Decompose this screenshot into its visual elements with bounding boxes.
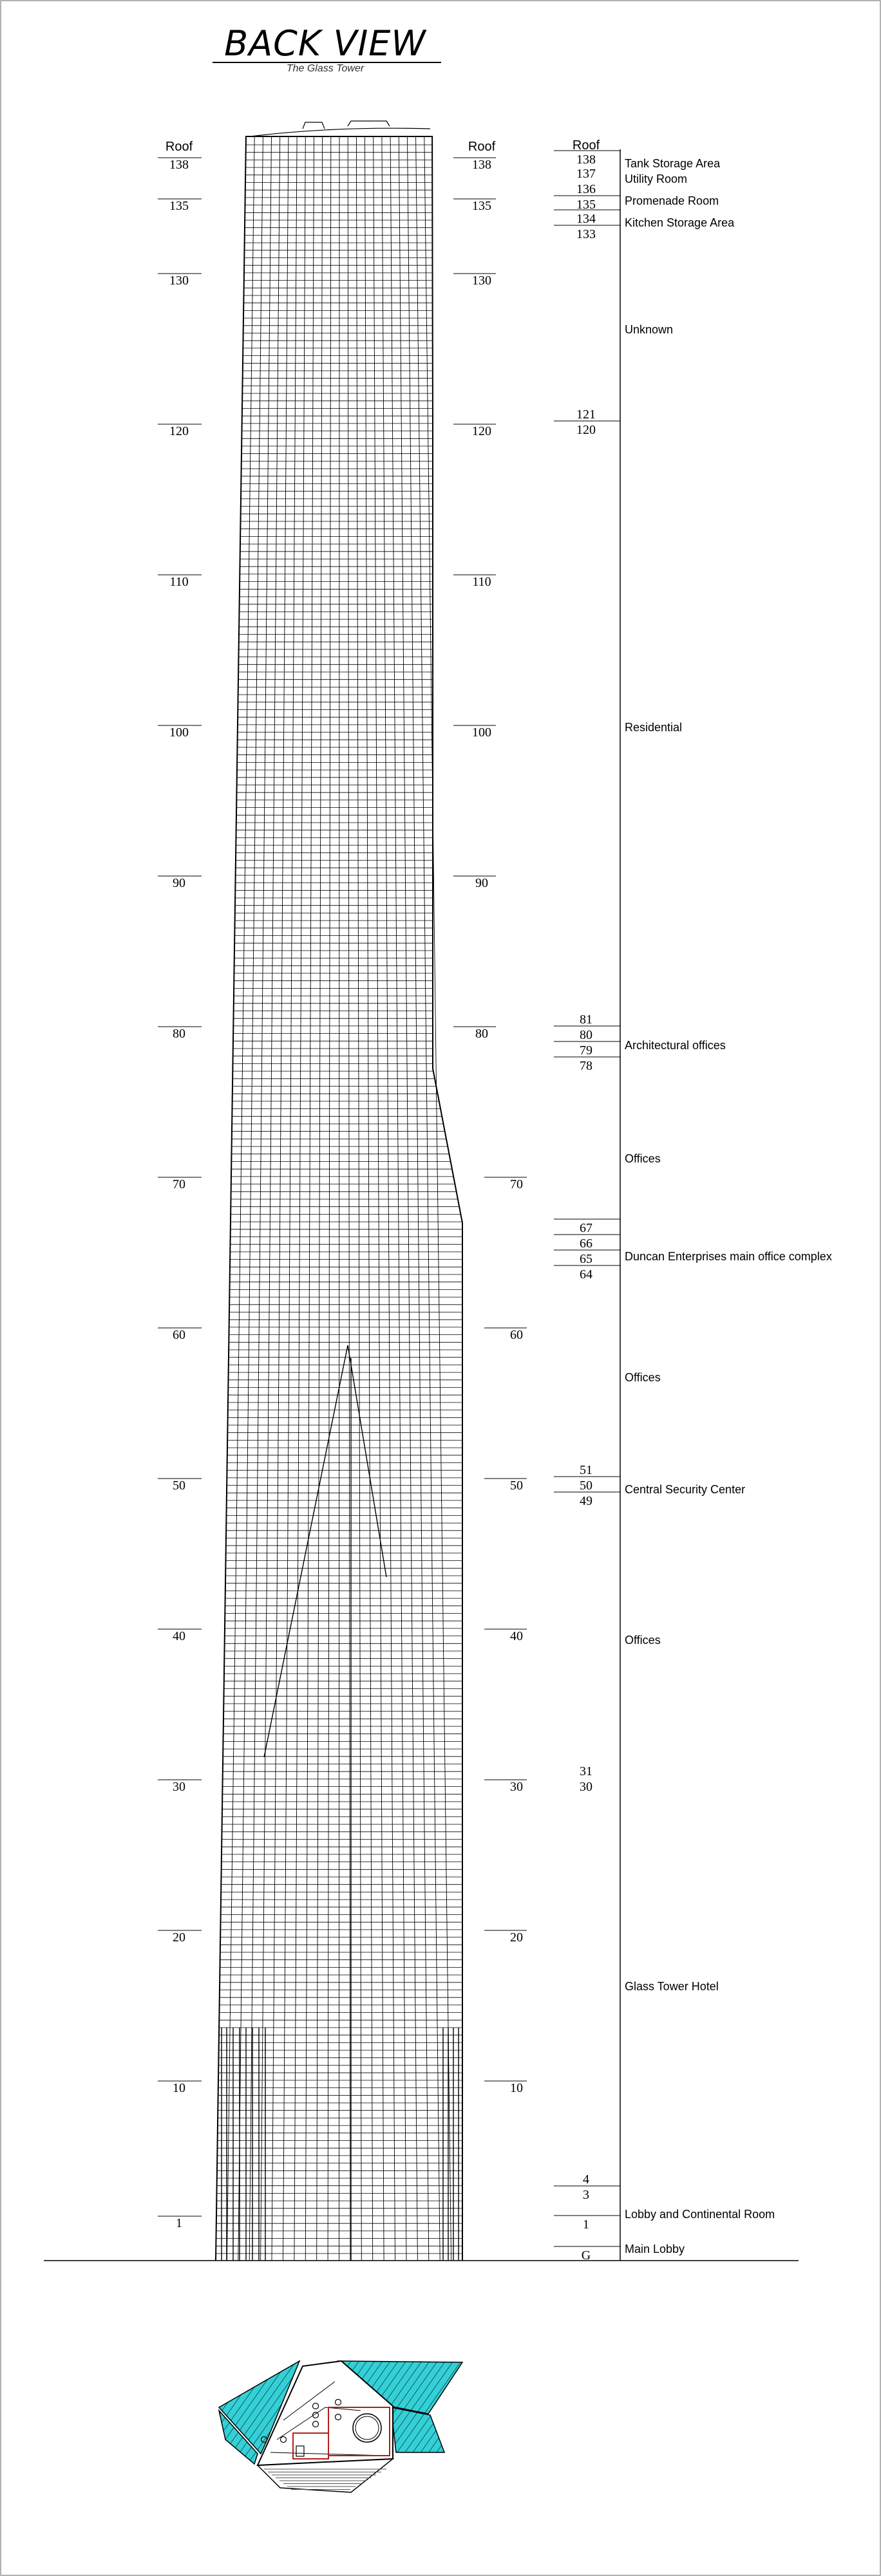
left-floor-label: 135 <box>169 199 189 213</box>
right-floor-label: 100 <box>472 725 491 740</box>
zone-label: Unknown <box>625 323 674 336</box>
floor-index-label: 135 <box>576 198 596 212</box>
zone-label: Glass Tower Hotel <box>625 1980 719 1993</box>
floor-index-label: 64 <box>580 1267 592 1282</box>
right-floor-label: 30 <box>510 1780 523 1794</box>
floor-index-label: 78 <box>580 1059 592 1073</box>
left-floor-label: 60 <box>173 1328 185 1342</box>
right-floor-label: 40 <box>510 1629 523 1643</box>
zone-label: Promenade Room <box>625 194 719 207</box>
right-floor-scale <box>453 140 527 2095</box>
floor-index-label: G <box>581 2248 591 2263</box>
floor-index-label: 121 <box>576 407 596 422</box>
right-floor-label: 130 <box>472 274 491 288</box>
left-floor-scale <box>158 140 202 2230</box>
floor-index-label: 1 <box>583 2217 589 2232</box>
floor-index-label: 67 <box>580 1221 592 1235</box>
floor-index-label: 137 <box>576 167 596 181</box>
floor-index-label: Roof <box>572 138 600 153</box>
left-floor-label: 20 <box>173 1930 185 1945</box>
floor-index-label: 79 <box>580 1043 592 1058</box>
floor-index-label: 133 <box>576 227 596 241</box>
zone-label: Duncan Enterprises main office complex <box>625 1250 832 1263</box>
floor-index-label: 120 <box>576 423 596 437</box>
diagonal-bracing <box>264 1345 386 2261</box>
floor-index-label: 136 <box>576 182 596 196</box>
tower-facade <box>216 121 462 2261</box>
zone-label: Kitchen Storage Area <box>625 216 735 229</box>
floor-index-label: 50 <box>580 1479 592 1493</box>
right-floor-label: Roof <box>468 140 496 154</box>
floor-index-label: 49 <box>580 1494 592 1508</box>
floor-index-label: 30 <box>580 1780 592 1794</box>
left-floor-label: 10 <box>173 2081 185 2095</box>
right-floor-label: 10 <box>510 2081 523 2095</box>
mullion-lines <box>227 136 451 2261</box>
base-columns <box>222 2028 459 2261</box>
drawing-subtitle: The Glass Tower <box>286 63 365 74</box>
right-floor-label: 138 <box>472 158 491 172</box>
roof-crown <box>250 121 430 136</box>
left-floor-label: 50 <box>173 1479 185 1493</box>
left-floor-label: 70 <box>173 1177 185 1191</box>
right-floor-label: 110 <box>472 575 491 589</box>
right-floor-label: 120 <box>472 424 491 438</box>
left-floor-label: 130 <box>169 274 189 288</box>
floor-index-label: 66 <box>580 1237 592 1251</box>
right-floor-label: 80 <box>475 1027 488 1041</box>
glass-wing <box>391 2407 444 2452</box>
left-floor-label: 90 <box>173 876 185 890</box>
floor-index-label: 81 <box>580 1013 592 1027</box>
zone-label: Residential <box>625 721 683 734</box>
zone-label: Tank Storage Area <box>625 157 721 170</box>
zone-label: Main Lobby <box>625 2243 685 2255</box>
right-floor-label: 60 <box>510 1328 523 1342</box>
left-floor-label: Roof <box>165 140 193 154</box>
floor-index-label: 138 <box>576 153 596 167</box>
zone-label: Offices <box>625 1152 661 1165</box>
right-floor-label: 50 <box>510 1479 523 1493</box>
floor-index-label: 65 <box>580 1252 592 1266</box>
floor-index-label: 31 <box>580 1764 592 1778</box>
left-floor-label: 80 <box>173 1027 185 1041</box>
sheet-border <box>1 1 880 2575</box>
left-floor-label: 100 <box>169 725 189 740</box>
floor-index-label: 51 <box>580 1463 592 1477</box>
right-floor-label: 70 <box>510 1177 523 1191</box>
zone-label: Central Security Center <box>625 1483 746 1496</box>
floor-index-label: 80 <box>580 1028 592 1042</box>
left-floor-label: 138 <box>169 158 189 172</box>
drawing-title: BACK VIEW <box>224 23 426 64</box>
left-floor-label: 1 <box>176 2216 182 2230</box>
floor-index-label: 134 <box>576 212 596 226</box>
left-floor-label: 30 <box>173 1780 185 1794</box>
right-floor-label: 20 <box>510 1930 523 1945</box>
floor-index-label: 4 <box>583 2172 589 2187</box>
zone-label: Offices <box>625 1634 661 1647</box>
zone-label: Architectural offices <box>625 1039 726 1052</box>
right-floor-label: 90 <box>475 876 488 890</box>
zone-label: Lobby and Continental Room <box>625 2208 775 2221</box>
floor-index-label: 3 <box>583 2188 589 2202</box>
zone-label: Offices <box>625 1371 661 1384</box>
site-plan-drawing <box>219 2361 462 2492</box>
zone-labels <box>625 157 832 2255</box>
right-floor-label: 135 <box>472 199 491 213</box>
zone-label: Utility Room <box>625 173 688 185</box>
floor-index-scale <box>554 138 620 2263</box>
left-floor-label: 40 <box>173 1629 185 1643</box>
left-floor-label: 120 <box>169 424 189 438</box>
left-floor-label: 110 <box>169 575 189 589</box>
